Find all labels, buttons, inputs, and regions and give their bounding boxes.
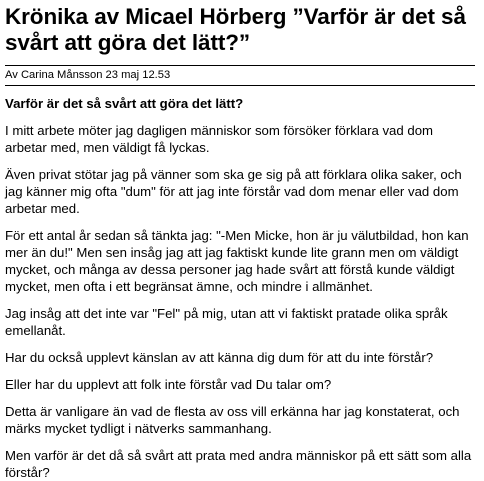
article (5, 4, 475, 481)
paragraph: I mitt arbete möter jag dagligen människor som försöker förklara vad dom arbetar med, men väldigt få lyckas. (5, 123, 434, 155)
paragraph: Detta är vanligare än vad de flesta av oss vill erkänna har jag konstaterat, och märks mycket tydligt i nätverks sammanhang. (5, 404, 460, 436)
paragraph: Men varför är det då så svårt att prata med andra människor på ett sätt som alla förstår? (5, 448, 472, 480)
paragraph: För ett antal år sedan så tänkta jag: "-Men Micke, hon är ju välutbildad, hon kan mer än du!" Men sen insåg jag att jag faktiskt kunde lite grann men om väldigt mycket, och många av dessa personer jag hade svårt att förstå kunde väldigt mycket, men ofta i ett begränsat ämne, och mindre i allmänhet. (5, 228, 469, 294)
paragraph: Har du också upplevt känslan av att känna dig dum för att du inte förstår? (5, 350, 434, 365)
paragraph: Eller har du upplevt att folk inte förstår vad Du talar om? (5, 377, 332, 392)
paragraph: Jag insåg att det inte var "Fel" på mig, utan att vi faktiskt pratade olika språk emellanåt. (5, 306, 448, 338)
article-headline: Krönika av Micael Hörberg ”Varför är det så svårt att göra det lätt?” (5, 4, 466, 55)
byline: Av Carina Månsson 23 maj 12.53 (5, 65, 475, 86)
paragraph: Även privat stötar jag på vänner som ska ge sig på att förklara olika saker, och jag känner mig ofta "dum" för att jag inte förstår vad dom menar eller vad dom arbetar med. (5, 167, 462, 216)
article-lead: Varför är det så svårt att göra det lätt? (5, 96, 244, 111)
